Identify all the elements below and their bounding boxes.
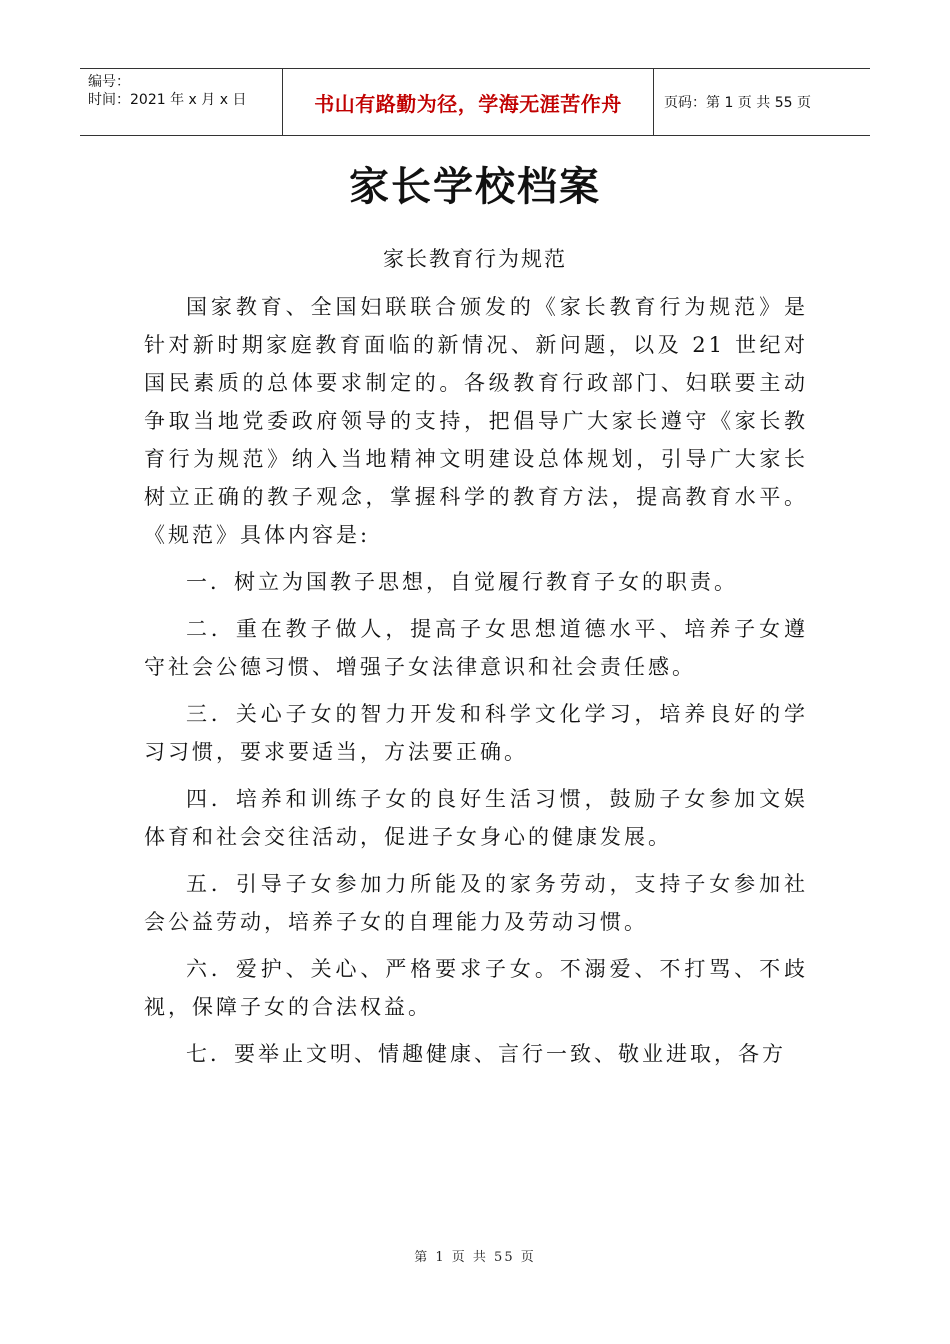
header-table bbox=[80, 68, 870, 136]
page-footer: 第 1 页 共 55 页 bbox=[414, 1250, 536, 1265]
paragraph-item-5: 五．引导子女参加力所能及的家务劳动，支持子女参加社会公益劳动，培养子女的自理能力及劳动习惯。 bbox=[144, 872, 808, 934]
paragraph-item-4: 四．培养和训练子女的良好生活习惯，鼓励子女参加文娱体育和社会交往活动，促进子女身心的健康发展。 bbox=[144, 787, 808, 849]
document-body bbox=[144, 288, 808, 1082]
paragraph-item-2: 二．重在教子做人，提高子女思想道德水平、培养子女遵守社会公德习惯、增强子女法律意识和社会责任感。 bbox=[144, 617, 808, 679]
paragraph-intro: 国家教育、全国妇联联合颁发的《家长教育行为规范》是针对新时期家庭教育面临的新情况、新问题，以及 21 世纪对国民素质的总体要求制定的。各级教育行政部门、妇联要主动争取当地党委政府领导的支持，把倡导广大家长遵守《家长教育行为规范》纳入当地精神文明建设总体规划，引导广大家长树立正确的教子观念，掌握科学的教育方法，提高教育水平。《规范》具体内容是: bbox=[144, 295, 808, 547]
paragraph-item-3: 三．关心子女的智力开发和科学文化学习，培养良好的学习习惯，要求要适当，方法要正确。 bbox=[144, 702, 808, 764]
document-subtitle: 家长教育行为规范 bbox=[383, 247, 567, 271]
header-meta-cell bbox=[80, 69, 282, 135]
header-motto: 书山有路勤为径，学海无涯苦作舟 bbox=[282, 69, 654, 135]
paragraph-item-6: 六．爱护、关心、严格要求子女。不溺爱、不打骂、不歧视，保障子女的合法权益。 bbox=[144, 957, 808, 1019]
paragraph-item-7: 七．要举止文明、情趣健康、言行一致、敬业进取，各方 bbox=[186, 1042, 786, 1066]
document-title: 家长学校档案 bbox=[349, 164, 601, 210]
document-number-label: 编号： bbox=[88, 74, 130, 90]
header-page-info: 页码：第 1 页 共 55 页 bbox=[664, 95, 811, 111]
document-date-label: 时间：2021 年 x 月 x 日 bbox=[88, 92, 247, 108]
paragraph-item-1: 一．树立为国教子思想，自觉履行教育子女的职责。 bbox=[186, 570, 738, 594]
